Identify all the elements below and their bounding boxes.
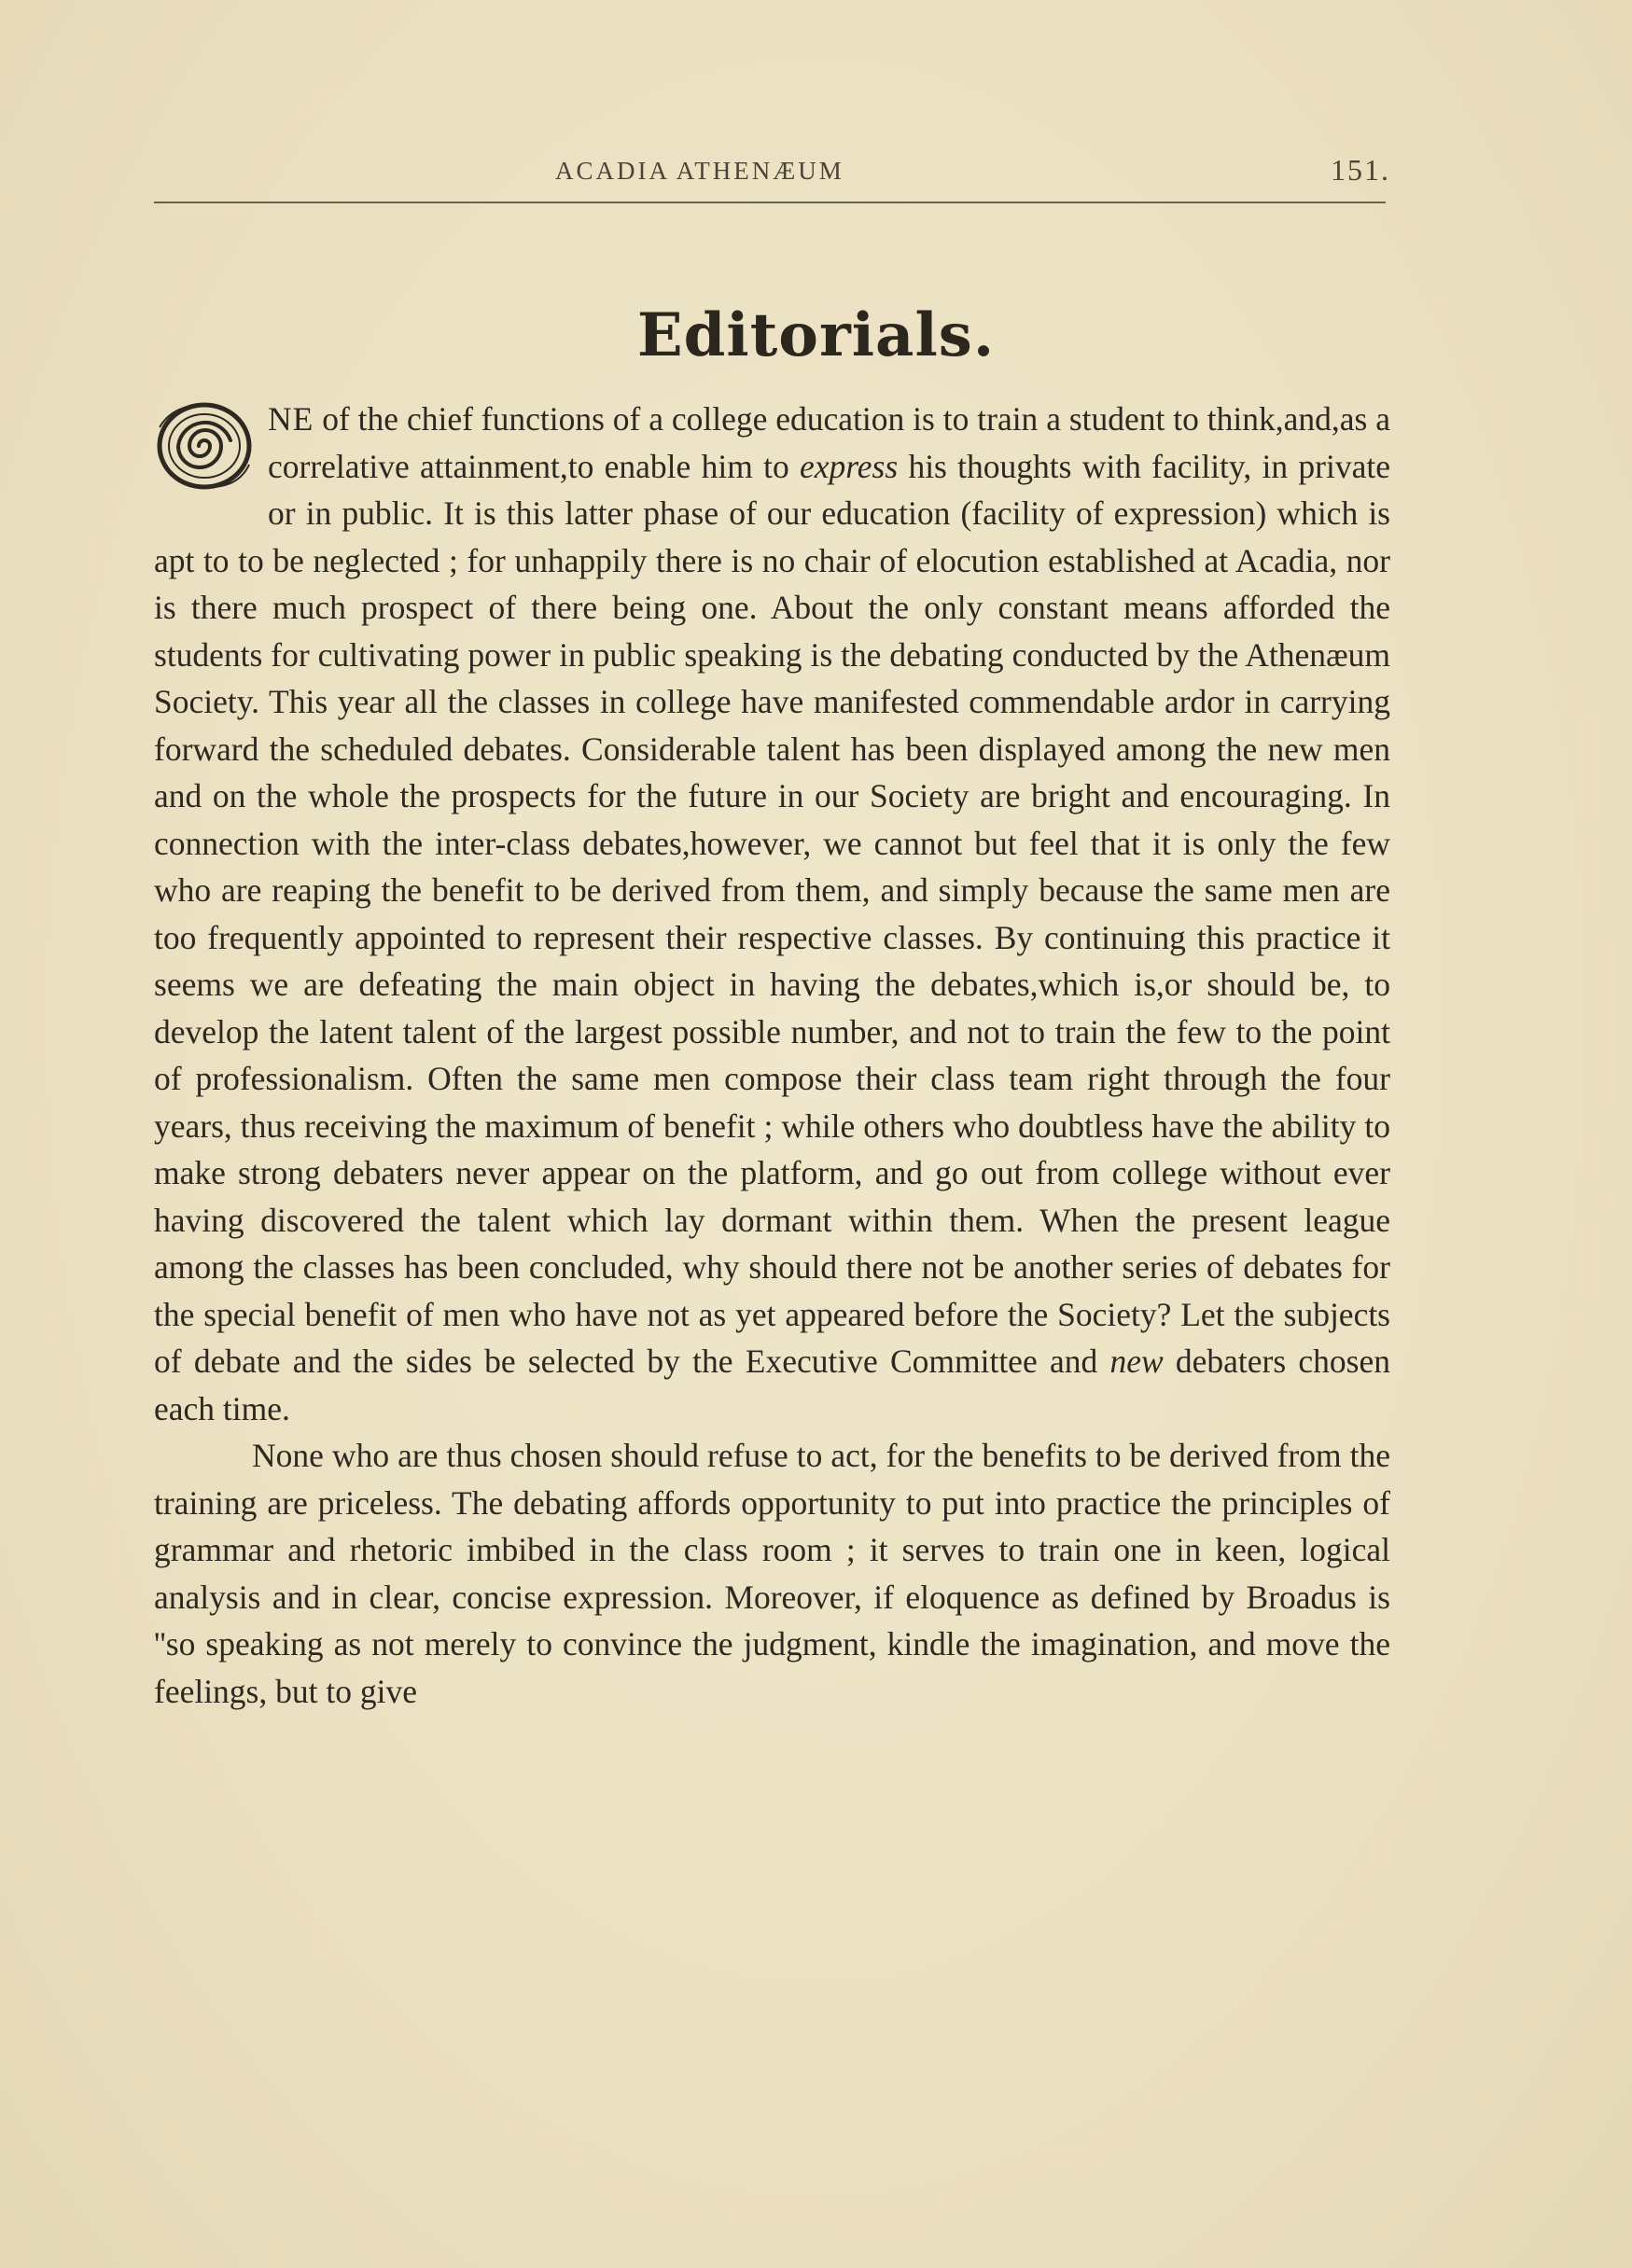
header-rule (154, 202, 1386, 203)
lead-word: NE (268, 400, 314, 438)
paragraph-1-text-2: his thoughts with facility, in private or in public. It is this latter phase of our education (facility of expression) which is apt to to be neglected ; for unhappily there is no chair of elocution established at Acadia, nor is there much prospect of there being one. About the only constant means afforded the students for cultivating power in public speaking is the debating conducted by the Athenæum Society. This year all the classes in college have manifested commendable ardor in carrying forward the scheduled debates. Considerable talent has been displayed among the new men and on the whole the prospects for the future in our Society are bright and encouraging. In connection with the inter-class debates,however, we cannot but feel that it is only the few who are reaping the benefit to be derived from them, and simply because the same men are too frequently appointed to represent their respective classes. By continuing this practice it seems we are defeating the main object in having the debates,which is,or should be, to develop the latent talent of the largest possible number, and not to train the few to the point of professionalism. Often the same men compose their class team right through the four years, thus receiving the maximum of benefit ; while others who doubtless have the ability to make strong debaters never appear on the platform, and go out from college without ever having discovered the talent which lay dormant within them. When the present league among the classes has been concluded, why should there not be another series of debates for the special benefit of men who have not as yet appeared before the Society? Let the subjects of debate and the sides be selected by the Executive Committee and (154, 447, 1390, 1380)
dropcap-o-ornament (154, 399, 258, 493)
article-body (154, 396, 1390, 1715)
emphasis-new: new (1109, 1343, 1164, 1380)
running-head (154, 153, 1390, 194)
paragraph-1-text-3: debaters chosen each time. (154, 1343, 1391, 1427)
section-title: Editorials. (636, 300, 996, 370)
emphasis-express: express (800, 447, 899, 485)
page-number: 151. (1331, 153, 1390, 187)
running-title: ACADIA ATHENÆUM (555, 157, 844, 185)
dropcap-swirl-icon (154, 399, 258, 493)
paragraph-2: None who are thus chosen should refuse to act, for the benefits to be derived from the training are priceless. The debating affords opportunity to put into practice the principles of grammar and rhetoric imbibed in the class room ; it serves to train one in keen, logical analysis and in clear, concise expression. Moreover, if eloquence as defined by Broadus is ''so speaking as not merely to convince the judgment, kindle the imagination, and move the feelings, but to give (154, 1437, 1390, 1710)
paragraph-1-text-1: of the chief functions of a college education is to train a student to think,and,as a correlative attainment,to enable him to (268, 400, 1390, 485)
paragraph-1 (154, 396, 1390, 1432)
